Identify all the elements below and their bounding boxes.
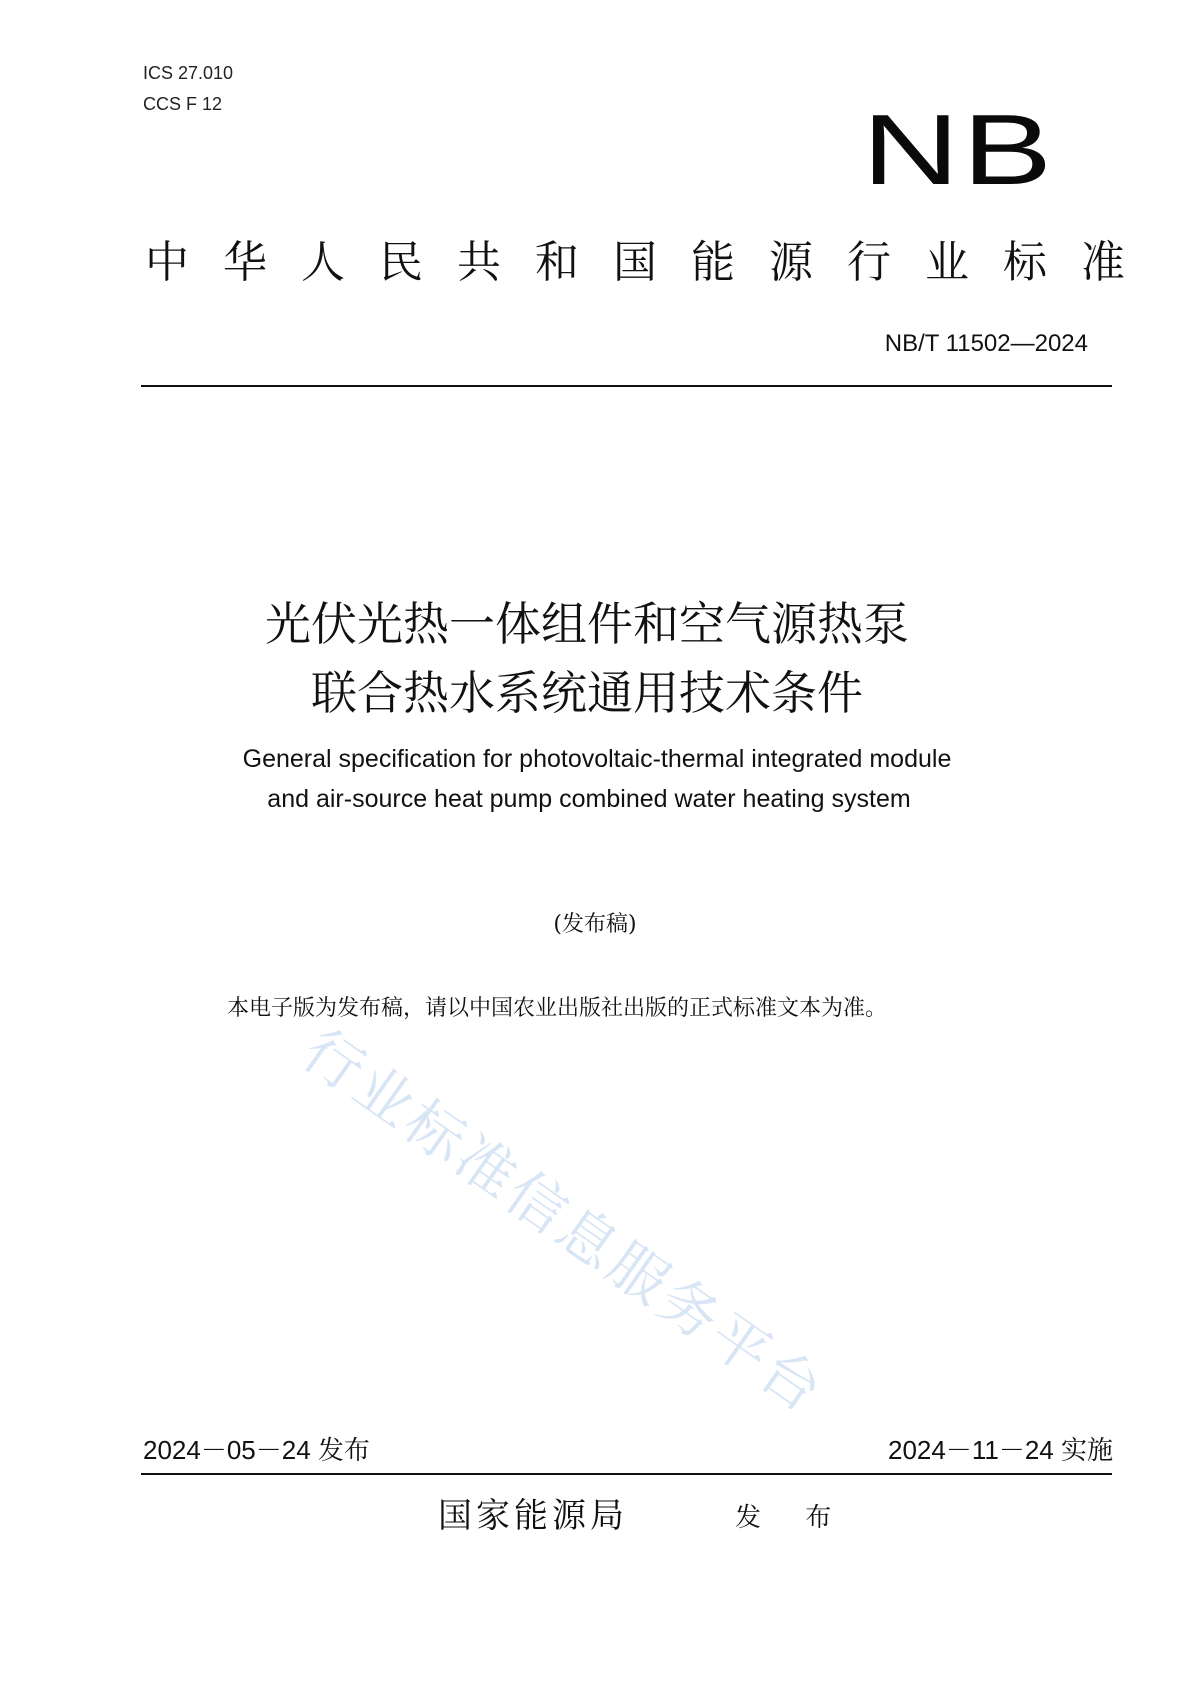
standard-type-char: 中	[145, 237, 189, 288]
standard-type-char: 人	[301, 237, 345, 288]
standard-type-char: 标	[1003, 237, 1047, 288]
standard-type-char: 准	[1081, 237, 1125, 288]
nb-logo: NB	[862, 94, 1055, 206]
header-divider	[141, 385, 1112, 387]
footer-divider	[141, 1473, 1112, 1475]
ccs-code: CCS F 12	[143, 94, 223, 114]
standard-number: NB/T 11502—2024	[884, 330, 1088, 357]
draft-label: (发布稿)	[553, 912, 637, 937]
title-cn-line2: 联合热水系统通用技术条件	[311, 666, 863, 720]
issuing-authority: 国家能源局	[438, 1496, 628, 1536]
standard-type-char: 能	[691, 237, 735, 288]
standard-type-char: 业	[925, 237, 969, 288]
edition-notice: 本电子版为发布稿，请以中国农业出版社出版的正式标准文本为准。	[227, 996, 888, 1021]
watermark: 行业标准信息服务平台	[290, 1015, 838, 1428]
title-cn-line1: 光伏光热一体组件和空气源热泵	[265, 597, 909, 651]
title-en-line1: General specification for photovoltaic-thermal integrated module	[242, 745, 952, 773]
standard-type-char: 民	[379, 237, 423, 288]
issue-verb: 发 布	[735, 1503, 850, 1533]
standard-type-char: 行	[847, 237, 891, 288]
standard-type-char: 国	[613, 237, 657, 288]
standard-type-char: 源	[769, 237, 813, 288]
implementation-date: 2024－11－24 实施	[888, 1435, 1113, 1465]
ics-code: ICS 27.010	[143, 63, 234, 83]
standard-type-char: 共	[457, 237, 501, 288]
standard-type-char: 华	[223, 237, 267, 288]
title-en-line2: and air-source heat pump combined water heating system	[267, 785, 911, 813]
issue-date: 2024－05－24 发布	[143, 1435, 370, 1465]
standard-type-heading	[145, 235, 1125, 291]
standard-type-char: 和	[535, 237, 579, 288]
